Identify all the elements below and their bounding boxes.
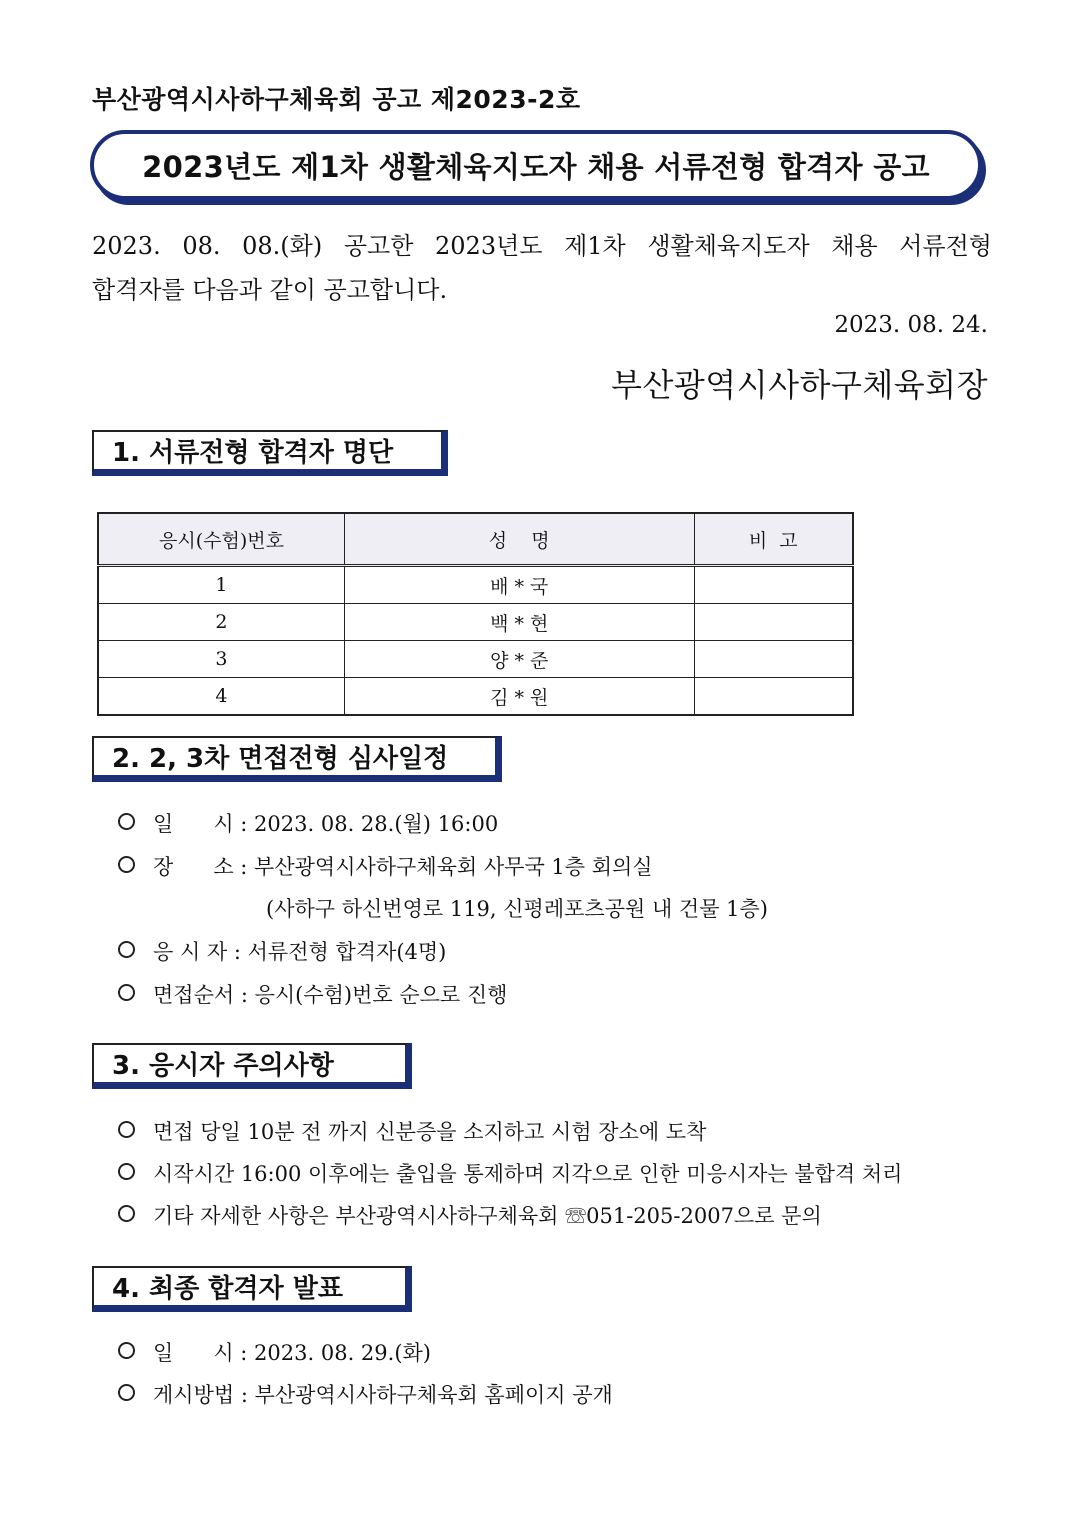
section-2-title: 2. 2, 3차 면접전형 심사일정	[112, 744, 449, 774]
section-1-title: 1. 서류전형 합격자 명단	[112, 438, 394, 468]
circle-bullet-icon	[118, 1163, 135, 1180]
circle-bullet-icon	[118, 1121, 135, 1138]
item-label: 응 시 자	[153, 940, 228, 964]
item-text: 기타 자세한 사항은 부산광역시사하구체육회 ☏051-205-2007으로 문의	[153, 1204, 822, 1228]
cell-note	[694, 566, 853, 604]
circle-bullet-icon	[118, 984, 135, 1001]
announce-method	[118, 1379, 613, 1409]
cell-name: 양 * 준	[344, 641, 694, 678]
caution-item	[118, 1158, 902, 1188]
col-header-number: 응시(수험)번호	[98, 513, 344, 566]
caution-item	[118, 1116, 706, 1146]
item-text: 면접 당일 10분 전 까지 신분증을 소지하고 시험 장소에 도착	[153, 1120, 707, 1144]
intro-line-2: 합격자를 다음과 같이 공고합니다.	[92, 276, 448, 304]
cell-name: 백 * 현	[344, 604, 694, 641]
table-header-row	[98, 513, 853, 566]
notice-number: 부산광역시사하구체육회 공고 제2023-2호	[92, 85, 581, 114]
cell-note	[694, 604, 853, 641]
table-row	[98, 566, 853, 604]
item-text: 시작시간 16:00 이후에는 출입을 통제하며 지각으로 인한 미응시자는 불합격 처리	[153, 1162, 903, 1186]
notice-date: 2023. 08. 24.	[834, 312, 988, 338]
item-value: : 응시(수험)번호 순으로 진행	[234, 983, 508, 1007]
cell-name: 김 * 원	[344, 678, 694, 716]
intro-line-1: 2023. 08. 08.(화) 공고한 2023년도 제1차 생활체육지도자 채용 서류전형	[92, 232, 992, 260]
circle-bullet-icon	[118, 813, 135, 830]
section-1-heading	[92, 430, 448, 476]
circle-bullet-icon	[118, 1205, 135, 1222]
item-value: : 2023. 08. 29.(화)	[233, 1341, 431, 1365]
schedule-datetime	[118, 808, 498, 838]
table-row	[98, 678, 853, 716]
page-title: 2023년도 제1차 생활체육지도자 채용 서류전형 합격자 공고	[142, 149, 930, 184]
table-row	[98, 641, 853, 678]
section-4-heading	[92, 1266, 412, 1312]
section-3-title: 3. 응시자 주의사항	[112, 1051, 334, 1081]
cell-name: 배 * 국	[344, 566, 694, 604]
cell-note	[694, 678, 853, 716]
caution-item	[118, 1200, 822, 1230]
circle-bullet-icon	[118, 941, 135, 958]
issuer: 부산광역시사하구체육회장	[611, 366, 988, 404]
announce-datetime	[118, 1337, 431, 1367]
title-banner	[90, 130, 982, 200]
circle-bullet-icon	[118, 856, 135, 873]
circle-bullet-icon	[118, 1342, 135, 1359]
circle-bullet-icon	[118, 1384, 135, 1401]
item-value: : 부산광역시사하구체육회 사무국 1층 회의실	[233, 855, 653, 879]
item-label: 일 시	[153, 1341, 234, 1365]
section-3-heading	[92, 1043, 412, 1089]
cell-number: 3	[98, 641, 344, 678]
col-header-note: 비 고	[694, 513, 853, 566]
cell-number: 2	[98, 604, 344, 641]
item-label: 일 시	[153, 812, 234, 836]
section-2-heading	[92, 736, 502, 782]
table-row	[98, 604, 853, 641]
schedule-place-detail	[266, 893, 768, 923]
col-header-name: 성 명	[344, 513, 694, 566]
item-value: : 서류전형 합격자(4명)	[227, 940, 447, 964]
cell-note	[694, 641, 853, 678]
item-label: 면접순서	[153, 983, 235, 1007]
schedule-order	[118, 979, 507, 1009]
schedule-applicants	[118, 936, 446, 966]
item-value: : 부산광역시사하구체육회 홈페이지 공개	[234, 1383, 613, 1407]
item-value: (사하구 하신번영로 119, 신평레포츠공원 내 건물 1층)	[266, 897, 768, 921]
item-value: : 2023. 08. 28.(월) 16:00	[233, 812, 499, 836]
cell-number: 1	[98, 566, 344, 604]
schedule-place	[118, 851, 653, 881]
section-4-title: 4. 최종 합격자 발표	[112, 1274, 343, 1304]
item-label: 장 소	[153, 855, 234, 879]
cell-number: 4	[98, 678, 344, 716]
passer-table	[97, 512, 854, 716]
item-label: 게시방법	[153, 1383, 235, 1407]
